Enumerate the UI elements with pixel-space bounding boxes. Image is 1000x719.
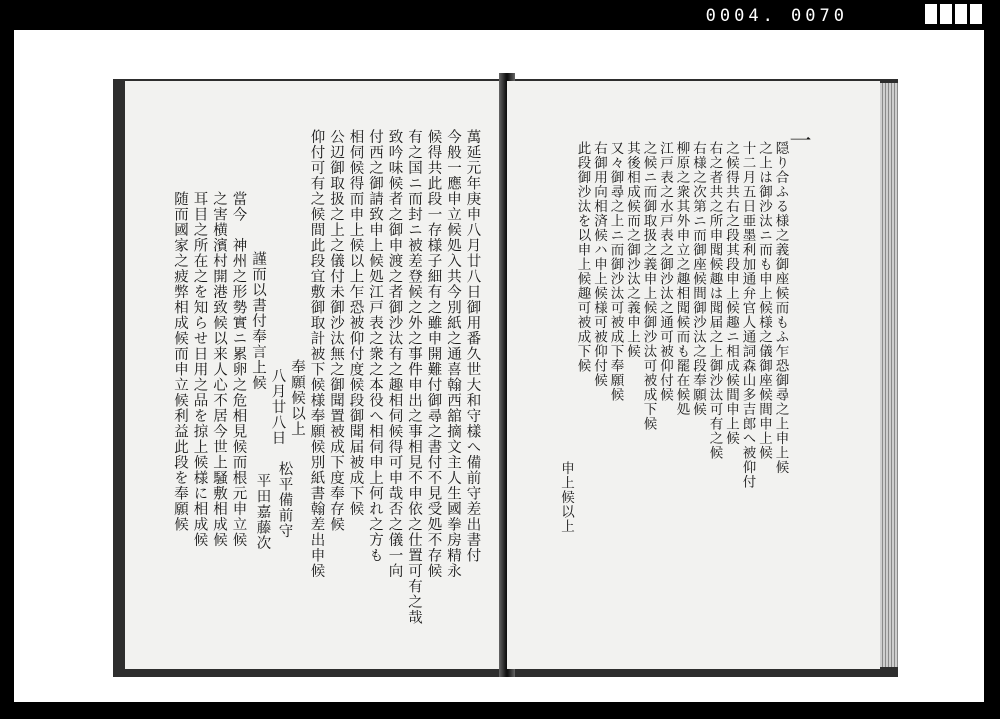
text-column: 又々御尋之上ニ而御沙汰可被成下奉願候 xyxy=(607,141,624,402)
text-column: 柳原之衆其外申立之趣相聞候而も罷在候処 xyxy=(673,141,690,417)
signature-line: 平田嘉藤次 xyxy=(254,473,271,551)
text-column: 仰付可有之候間此段宜敷御取計被下候様奉願候別紙書翰差出申候 xyxy=(308,129,325,579)
film-edge-marks xyxy=(925,4,982,24)
text-column: 右様之次第ニ而御座候間御沙汰之段奉願候 xyxy=(690,141,706,417)
text-column: 當今 神州之形勢實ニ累卵之危相見候而根元申立候 xyxy=(230,191,247,548)
text-column: 之候ニ而御取扱之義申上候御沙汰可被成下候 xyxy=(640,141,657,431)
text-column: 之害横濱村開港致候以来人心不居今世上騒敷相成候 xyxy=(211,191,227,548)
text-column: 有之国ニ而封ニ被差登候之外之事件申出之事相見不申依之仕置可有之哉 xyxy=(406,129,422,625)
text-column: 之候得共右之段其段申上候趣ニ相成候間申上候 xyxy=(723,141,739,446)
text-column: 其後相成候而之御沙汰之義申上候 xyxy=(624,141,640,359)
text-column: 付西之御請致申上候処江戸表之衆之本役へ相伺申上何れ之方も xyxy=(367,129,383,563)
text-column: 十二月五日亜墨利加通弁官人通詞森山多吉郎へ被仰付 xyxy=(739,141,756,489)
text-column: 候得共此段一存様子細有之雖申開難付御尋之書付不見受処不存候 xyxy=(425,129,442,579)
text-column: 江戸表之水戸表之御沙汰之通可被仰付候 xyxy=(657,141,673,402)
open-book xyxy=(113,73,898,680)
frame-number: 0004. 0070 xyxy=(705,6,848,26)
signature-line: 松平備前守 xyxy=(276,461,293,539)
text-column: 右御用向相済候ハ申上候様可被仰付候 xyxy=(591,141,607,388)
page-fore-edge xyxy=(880,83,898,667)
text-column: 八月廿八日 xyxy=(269,368,286,446)
left-page xyxy=(125,81,506,669)
text-column: 耳目之所在之を知らせ日用之品を掠上候様に相成候 xyxy=(191,191,208,548)
text-column: 此段御沙汰を以申上候趣可被成下候 xyxy=(574,141,591,373)
text-column: 之上は御沙汰ニ而も申上候様之儀御座候間申上候 xyxy=(756,141,772,460)
text-column: 随而國家之疲弊相成候而申立候利益此段を奉願候 xyxy=(172,191,188,532)
right-page xyxy=(507,81,880,669)
text-column: 申上候以上 xyxy=(558,461,574,534)
page-marker: 一 xyxy=(786,129,811,152)
text-column: 謹而以書付奉言上候 xyxy=(250,251,266,391)
text-column: 公辺御取扱之上之儀付未御沙汰無之御聞置被成下度奉存候 xyxy=(328,129,344,532)
text-column: 致吟味候者之御申渡之者御沙汰有之趣相伺候得可申哉否之儀一向 xyxy=(386,129,403,579)
text-column: 今般一應申立候処入共今別紙之通喜翰西舘摘文主人生國拳房精永 xyxy=(445,129,461,579)
text-column: 右之者共之所申聞候趣は聞届之上御沙汰可有之候 xyxy=(706,141,723,460)
text-column: 奉願候以上 xyxy=(289,359,305,437)
text-column: 萬延元年庚申八月廿八日御用番久世大和守樣へ備前守差出書付 xyxy=(464,129,481,563)
text-column: 隠り合ふる様之義御座候而もふ乍恐御尋之上申上候 xyxy=(772,141,789,475)
text-column: 相伺候得而申上候以上乍恐被仰付度候段御聞届被成下候 xyxy=(347,129,364,517)
